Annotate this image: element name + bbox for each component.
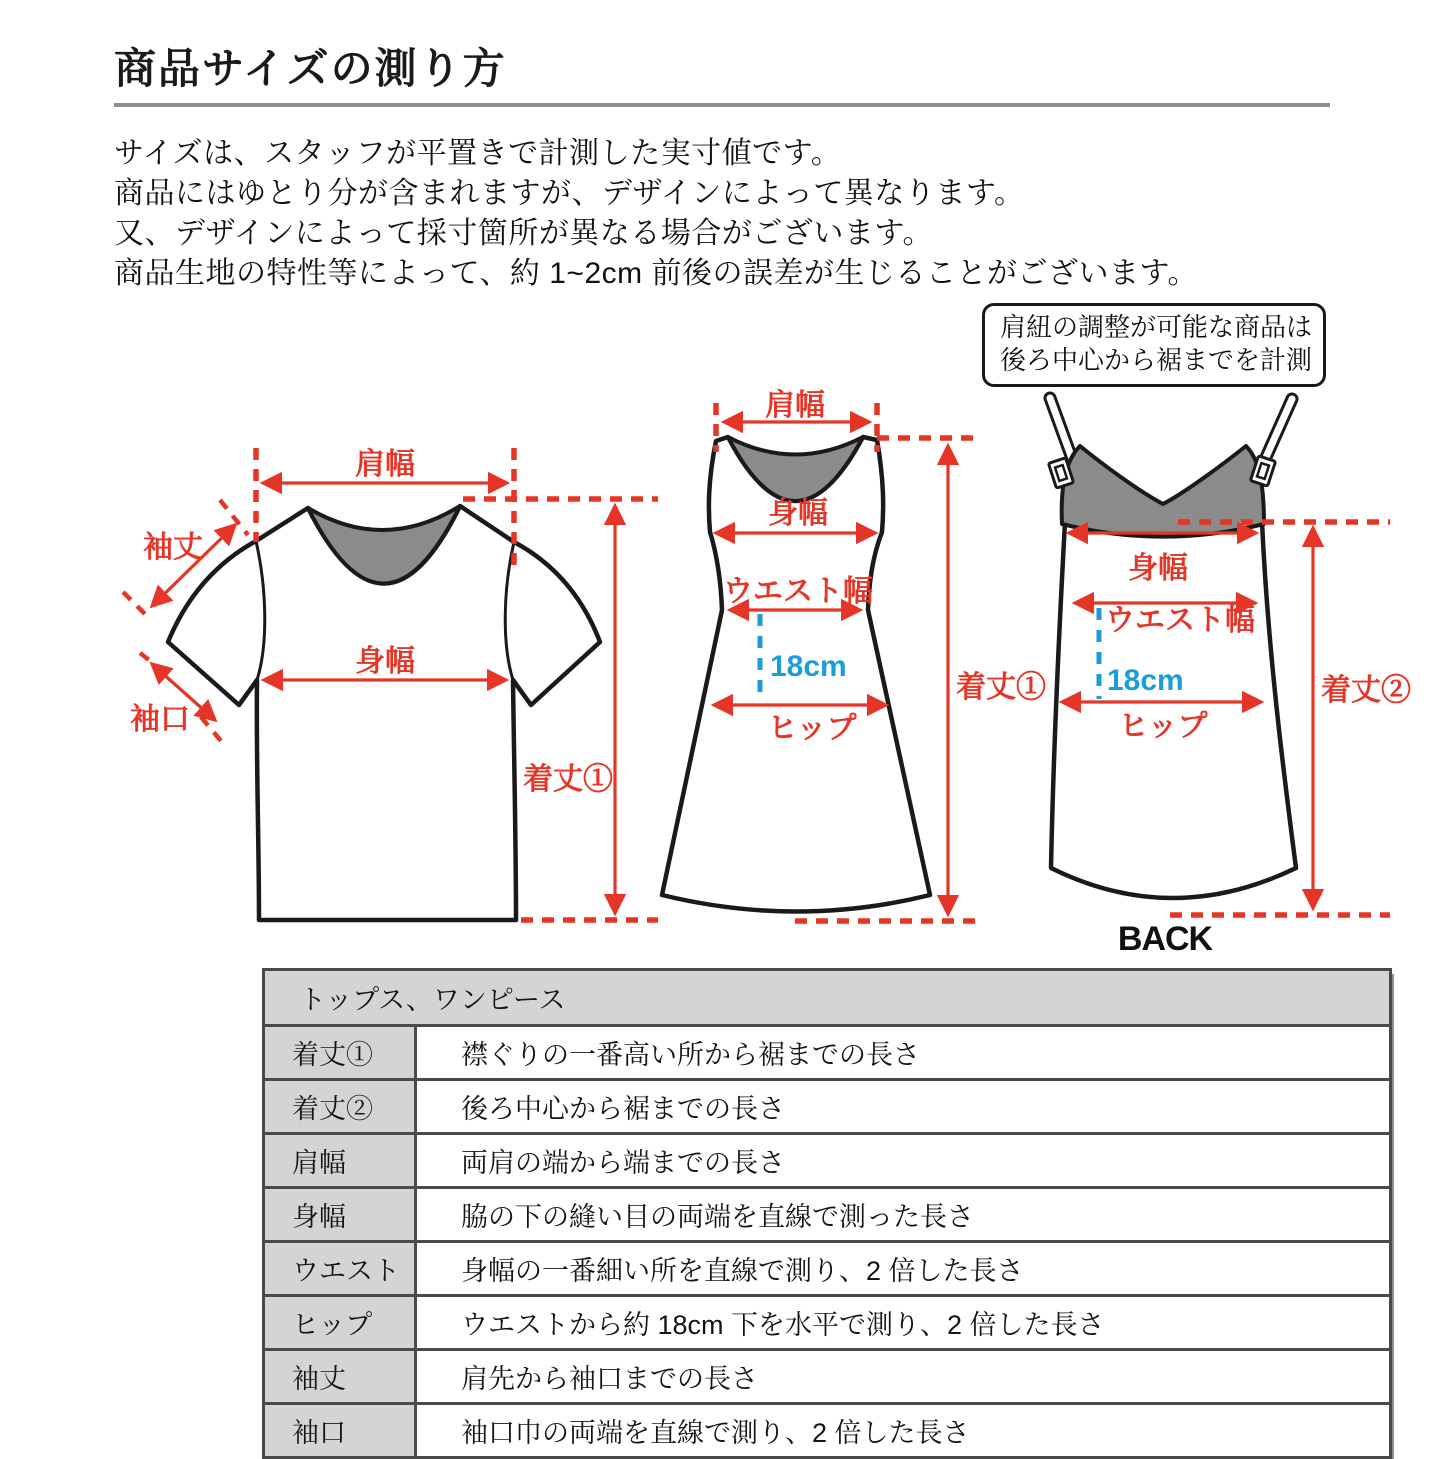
- dress-length1-label: 着丈①: [956, 671, 1046, 704]
- tshirt-diagram: [123, 448, 658, 920]
- term-cell: ヒップ: [264, 1296, 416, 1350]
- camisole-back-label: BACK: [1117, 920, 1213, 958]
- desc-cell: 脇の下の縫い目の両端を直線で測った長さ: [416, 1188, 1391, 1242]
- size-table: [262, 968, 1392, 1459]
- strap-note-line: 肩紐の調整が可能な商品は: [1000, 312, 1313, 342]
- desc-cell: 身幅の一番細い所を直線で測り、2 倍した長さ: [416, 1242, 1391, 1296]
- tshirt-cuff-label: 袖口: [130, 703, 190, 736]
- term-cell: 身幅: [264, 1188, 416, 1242]
- table-header-row: [264, 970, 1391, 1026]
- tshirt-sleeve-length-label: 袖丈: [143, 531, 203, 564]
- table-row: [264, 1080, 1391, 1134]
- camisole-strap-left-inner: [1050, 398, 1074, 464]
- table-row: [264, 1404, 1391, 1458]
- table-row: [264, 1296, 1391, 1350]
- guide-tick: [123, 592, 150, 619]
- tshirt-body-width-label: 身幅: [355, 645, 415, 678]
- term-cell: 着丈②: [264, 1080, 416, 1134]
- camisole-body-width-label: 身幅: [1128, 552, 1188, 585]
- guide-tick: [220, 500, 248, 535]
- dress-waist-width-label: ウエスト幅: [723, 575, 873, 608]
- dress-hip-label: ヒップ: [767, 712, 857, 745]
- table-row: [264, 1026, 1391, 1080]
- desc-cell: 袖口巾の両端を直線で測り、2 倍した長さ: [416, 1404, 1391, 1458]
- dress-body-width-label: 身幅: [768, 497, 828, 530]
- guide-tick: [201, 717, 221, 741]
- desc-cell: 後ろ中心から裾までの長さ: [416, 1080, 1391, 1134]
- camisole-bra: [1062, 446, 1264, 537]
- dress-shoulder-width-label: 肩幅: [765, 389, 825, 422]
- table-row: [264, 1188, 1391, 1242]
- intro-line: サイズは、スタッフが平置きで計測した実寸値です。: [114, 137, 842, 170]
- table-row: [264, 1242, 1391, 1296]
- term-cell: 袖丈: [264, 1350, 416, 1404]
- desc-cell: 肩先から袖口までの長さ: [416, 1350, 1391, 1404]
- table-row: [264, 1350, 1391, 1404]
- camisole-hip-offset-label: 18cm: [1107, 664, 1184, 697]
- table-row: [264, 1134, 1391, 1188]
- strap-note-line: 後ろ中心から裾までを計測: [1000, 345, 1313, 375]
- intro-line: 又、デザインによって採寸箇所が異なる場合がございます。: [114, 217, 933, 250]
- desc-cell: 襟ぐりの一番高い所から裾までの長さ: [416, 1026, 1391, 1080]
- dress-diagram: [662, 389, 1046, 921]
- camisole-waist-width-label: ウエスト幅: [1105, 604, 1255, 637]
- dress-hip-offset-label: 18cm: [770, 650, 847, 683]
- camisole-strap-right-inner: [1263, 399, 1292, 464]
- table-header: トップス、ワンピース: [264, 970, 1391, 1026]
- page-title: 商品サイズの測り方: [114, 45, 507, 92]
- term-cell: ウエスト: [264, 1242, 416, 1296]
- camisole-diagram: [1048, 398, 1411, 958]
- term-cell: 肩幅: [264, 1134, 416, 1188]
- desc-cell: ウエストから約 18cm 下を水平で測り、2 倍した長さ: [416, 1296, 1391, 1350]
- intro-line: 商品にはゆとり分が含まれますが、デザインによって異なります。: [114, 177, 1025, 210]
- intro-line: 商品生地の特性等によって、約 1~2cm 前後の誤差が生じることがございます。: [114, 257, 1199, 290]
- camisole-length2-label: 着丈②: [1321, 674, 1411, 707]
- tshirt-shoulder-width-label: 肩幅: [355, 448, 415, 481]
- term-cell: 着丈①: [264, 1026, 416, 1080]
- camisole-hip-label: ヒップ: [1118, 710, 1208, 743]
- desc-cell: 両肩の端から端までの長さ: [416, 1134, 1391, 1188]
- tshirt-length1-label: 着丈①: [523, 763, 613, 796]
- term-cell: 袖口: [264, 1404, 416, 1458]
